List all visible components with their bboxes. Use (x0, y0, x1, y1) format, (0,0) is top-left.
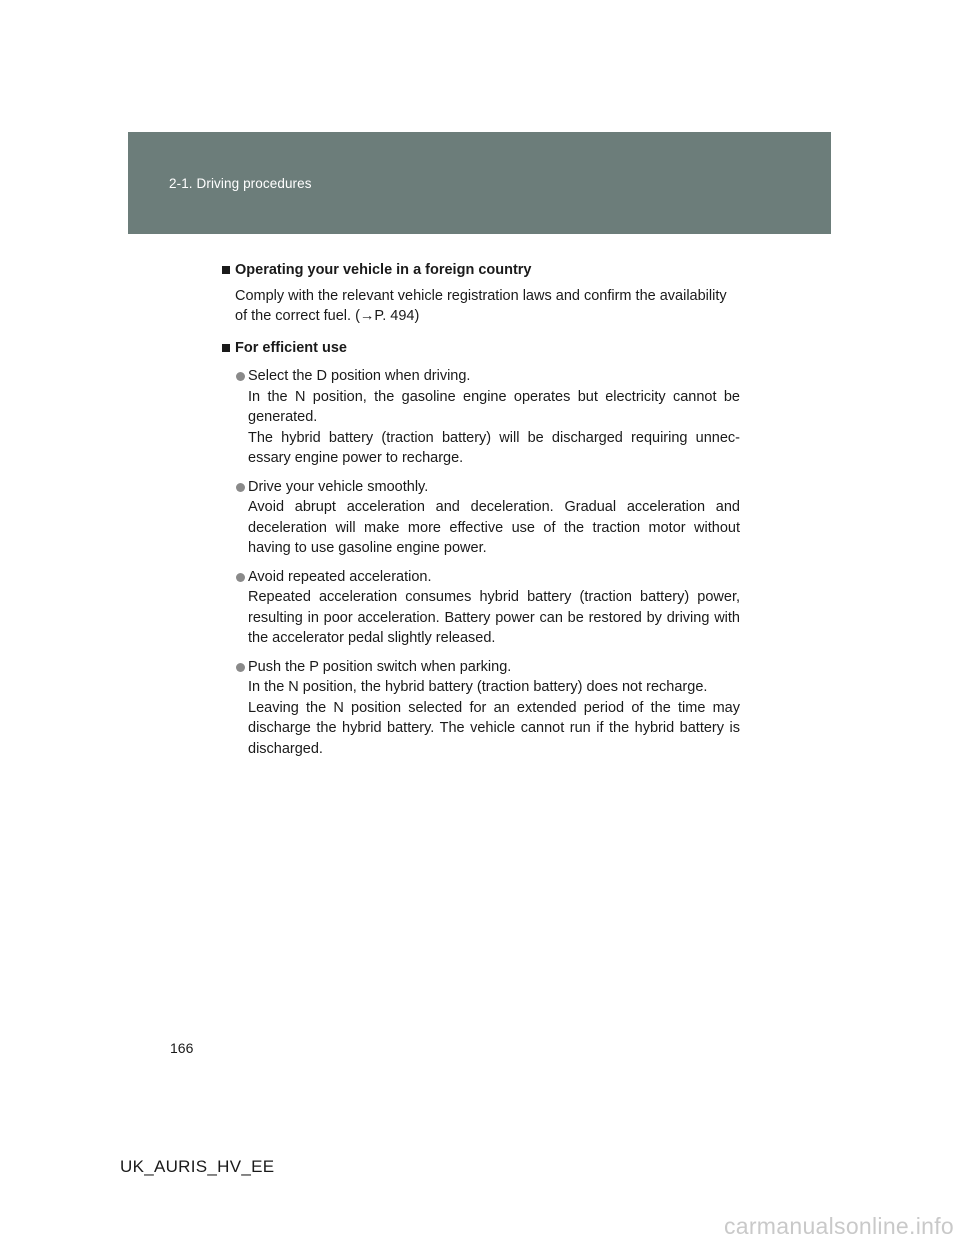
round-bullet-icon (236, 483, 245, 492)
list-item-text: The hybrid battery (traction battery) will be discharged requiring unnec-essary engine power to recharge. (248, 429, 740, 466)
list-item (220, 567, 740, 649)
square-bullet-icon (222, 344, 230, 352)
list-item-text: In the N position, the hybrid battery (traction battery) does not recharge. (248, 679, 708, 695)
square-bullet-icon (222, 266, 230, 274)
round-bullet-icon (236, 573, 245, 582)
chapter-header-band (128, 132, 831, 234)
list-item-text: Leaving the N position selected for an extended period of the time may discharge the hybrid battery. The vehicle cannot run if the hybrid battery is discharged. (248, 699, 740, 757)
paragraph-line: of the correct fuel. (→P. 494) (235, 308, 420, 324)
heading-efficient-use (220, 338, 740, 358)
paragraph-line: Comply with the relevant vehicle registration laws and confirm the availability (235, 288, 727, 304)
heading-text: Operating your vehicle in a foreign country (235, 262, 532, 278)
list-item (220, 477, 740, 559)
list-item-title: Drive your vehicle smoothly. (248, 478, 429, 495)
watermark: carmanualsonline.info (723, 1213, 954, 1239)
list-item (220, 366, 740, 469)
list-item-text: Avoid abrupt acceleration and deceleration. Gradual acceleration and deceleration will make more effective use of the traction motor without having to use gasoline engine power. (248, 499, 740, 556)
document-code: UK_AURIS_HV_EE (120, 1157, 275, 1176)
list-item-title: Avoid repeated acceleration. (248, 568, 432, 585)
heading-text: For efficient use (235, 340, 347, 356)
heading-foreign-country (220, 260, 740, 280)
round-bullet-icon (236, 372, 245, 381)
list-item-text: Repeated acceleration consumes hybrid battery (traction battery) power, resulting in poor acceleration. Battery power can be restored by driving with the accelerator pedal slightly released. (248, 589, 740, 646)
list-item (220, 657, 740, 760)
list-item-title: Select the D position when driving. (248, 368, 471, 384)
paragraph-foreign-country (220, 286, 740, 326)
page-content (220, 260, 740, 759)
round-bullet-icon (236, 663, 245, 672)
list-item-title: Push the P position switch when parking. (248, 658, 512, 675)
list-item-text: In the N position, the gasoline engine operates but electricity cannot be generated. (248, 388, 740, 425)
page-number: 166 (170, 1040, 194, 1056)
section-label: 2-1. Driving procedures (169, 176, 312, 191)
